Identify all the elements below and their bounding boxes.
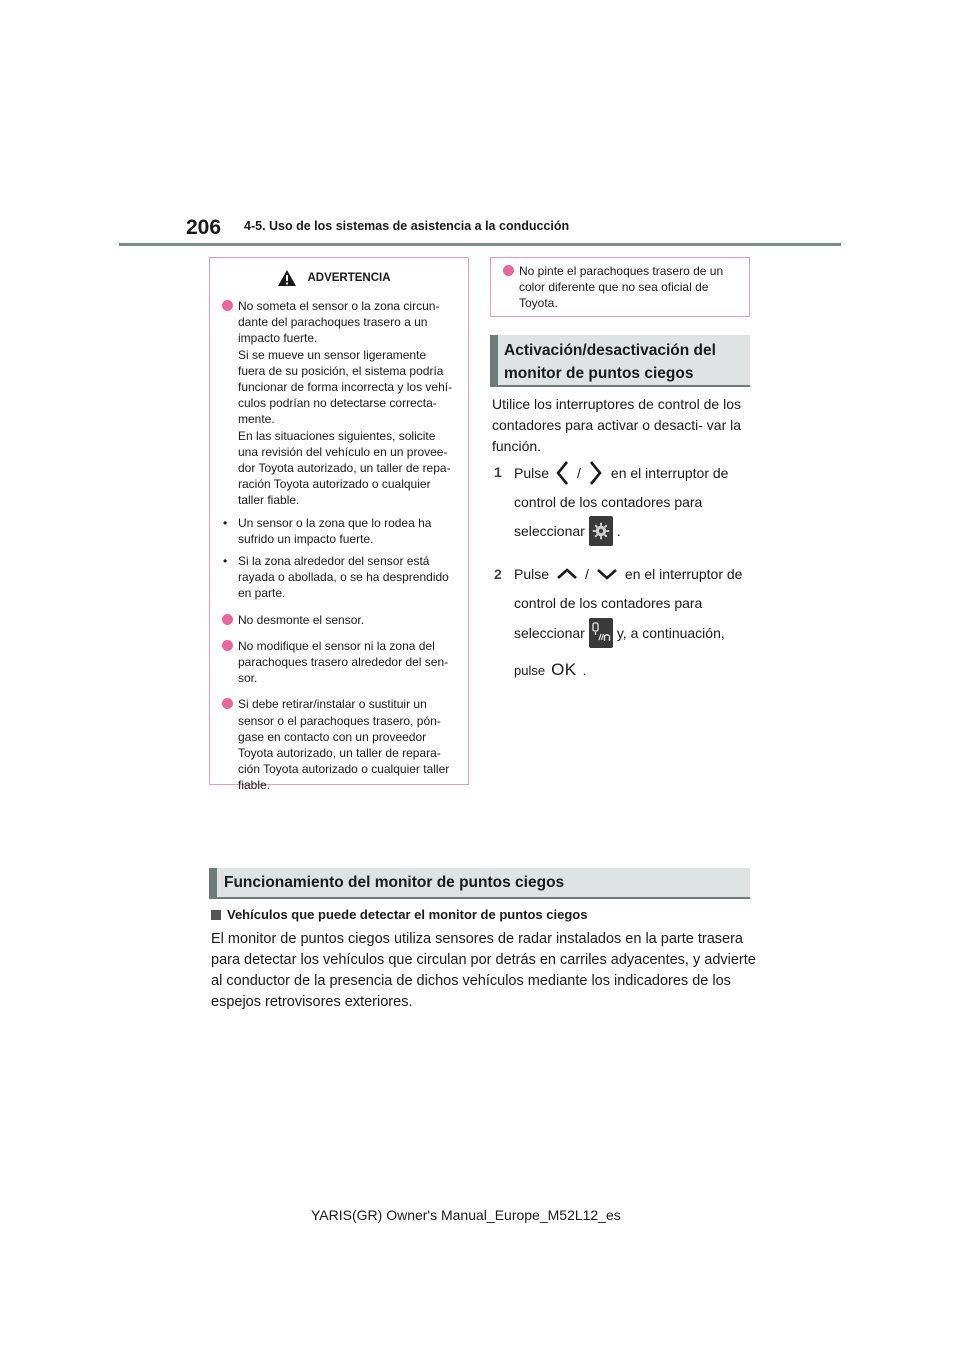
warning-subitem-text: Un sensor o la zona que lo rodea ha sufrido un impacto fuerte. xyxy=(238,515,432,546)
step-text: control de los contadores para xyxy=(514,494,703,510)
warning-item-text: No desmonte el sensor. xyxy=(238,612,365,627)
chevron-up-icon xyxy=(555,567,579,581)
bullet-icon xyxy=(222,614,233,625)
bullet-icon xyxy=(222,640,233,651)
step-text: / xyxy=(585,566,589,582)
step-2-line-4 xyxy=(514,660,587,680)
chevron-left-icon xyxy=(555,459,571,487)
warning-box xyxy=(209,257,469,793)
bullet-icon xyxy=(503,265,514,276)
bullet-icon xyxy=(222,300,233,311)
step-2-line-3 xyxy=(514,618,725,648)
step-text: Pulse xyxy=(514,566,550,582)
step-text: . xyxy=(582,662,587,678)
warning-subitem-2 xyxy=(222,553,458,602)
warning-item-3 xyxy=(222,638,458,687)
step-1-line-1 xyxy=(514,458,728,488)
warning-subitem-1 xyxy=(222,515,458,547)
sub-bullet-icon: • xyxy=(223,554,228,569)
warning-item-2 xyxy=(222,612,458,628)
warning-item-text: No modifique el sensor ni la zona del parachoques trasero alrededor del sen- sor. xyxy=(238,638,449,686)
bullet-icon xyxy=(222,698,233,709)
funcionamiento-body: El monitor de puntos ciegos utiliza sensores de radar instalados en la parte trasera para detectar los vehículos que circulan por detrás en carriles adyacentes, y advierte al conductor de la presencia de dichos vehículos mediante los indicadores de los espejos retrovisores exteriores. xyxy=(211,931,756,1010)
warning-item-4 xyxy=(222,696,458,793)
step-text: pulse xyxy=(514,662,546,678)
step-text: / xyxy=(577,465,581,481)
step-2-line-2 xyxy=(514,595,702,611)
step-text: y, a continuación, xyxy=(616,625,725,641)
activation-intro: Utilice los interruptores de control de los contadores para activar o desacti- var la función. xyxy=(492,396,742,454)
warning-item-1 xyxy=(222,298,458,509)
step-text: control de los contadores para xyxy=(514,595,703,611)
activation-heading: Activación/desactivación del monitor de puntos ciegos xyxy=(490,335,750,387)
blind-spot-monitor-icon xyxy=(589,618,613,648)
vehicles-subheading-text: Vehículos que puede detectar el monitor de puntos ciegos xyxy=(227,907,588,922)
warning-title-text: ADVERTENCIA xyxy=(307,272,391,284)
ok-button-icon: OK xyxy=(551,660,577,679)
funcionamiento-heading: Funcionamiento del monitor de puntos ciegos xyxy=(209,868,750,899)
chevron-right-icon xyxy=(587,459,603,487)
header-rule xyxy=(119,243,841,246)
sub-bullet-icon: • xyxy=(223,515,228,530)
warning-subitem-text: Si la zona alrededor del sensor está rayada o abollada, o se ha desprendido en parte. xyxy=(238,554,449,601)
note-box xyxy=(490,257,750,317)
step-text: en el interruptor de xyxy=(610,465,729,481)
footer-text: YARIS(GR) Owner's Manual_Europe_M52L12_es xyxy=(311,1207,621,1223)
warning-triangle-icon xyxy=(277,269,297,287)
settings-gear-icon xyxy=(589,516,613,546)
step-text: seleccionar xyxy=(514,523,585,539)
step-1-line-3 xyxy=(514,516,621,546)
step-text: . xyxy=(616,523,621,539)
section-header: 4-5. Uso de los sistemas de asistencia a la conducción xyxy=(244,219,570,233)
step-text: en el interruptor de xyxy=(624,566,743,582)
step-number: 1 xyxy=(494,464,502,480)
step-text: seleccionar xyxy=(514,625,585,641)
chevron-down-icon xyxy=(595,567,619,581)
note-item xyxy=(503,263,739,312)
vehicles-subheading xyxy=(211,907,587,922)
step-2-line-1 xyxy=(514,562,742,586)
page-number: 206 xyxy=(186,216,222,239)
step-1-line-2 xyxy=(514,494,702,510)
warning-item-text: No someta el sensor o la zona circun- dante del parachoques trasero a un impacto fuerte. Si se mueve un sensor ligeramente fuera de su posición, el sistema podría funcionar de forma incorrecta y los vehí- culos podrían no detectarse correcta- mente. En las situaciones siguientes, solicite una revisión del vehículo en un provee- dor Toyota autorizado, un taller de repa- ración Toyota autorizado o cualquier taller fiable. xyxy=(238,299,453,508)
warning-title xyxy=(222,264,458,292)
warning-item-text: Si debe retirar/instalar o sustituir un sensor o el parachoques trasero, pón- gase en contacto con un proveedor Toyota autorizado, un taller de repara- ción Toyota autorizado o cualquier taller fiable. xyxy=(238,697,450,793)
square-bullet-icon xyxy=(211,910,221,920)
note-text: No pinte el parachoques trasero de un color diferente que no sea oficial de Toyota. xyxy=(519,264,724,311)
step-text: Pulse xyxy=(514,465,550,481)
step-number: 2 xyxy=(494,566,502,582)
